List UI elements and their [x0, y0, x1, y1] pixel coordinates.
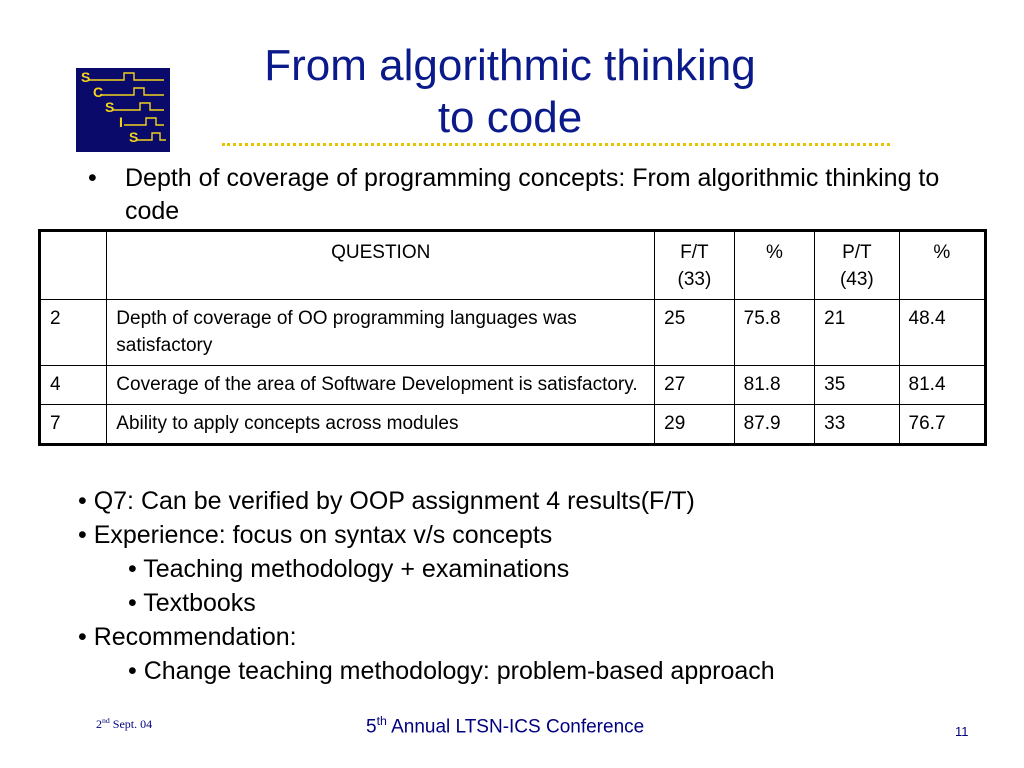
- logo-letter: C: [93, 84, 104, 100]
- table-row: [40, 300, 986, 366]
- footer-conference: [366, 714, 644, 738]
- notes-list: [78, 484, 978, 688]
- conf-number: 5: [366, 716, 377, 738]
- date-day: 2: [96, 717, 102, 731]
- logo-letter: S: [81, 69, 91, 85]
- title-line-2: to code: [437, 93, 583, 142]
- header-index: [40, 231, 107, 300]
- scsis-logo-graphic: [76, 68, 170, 152]
- table-row: [40, 366, 986, 405]
- note-subitem: • Change teaching methodology: problem-based approach: [128, 657, 775, 685]
- table-row: [40, 405, 986, 445]
- row-percent-pt: 76.7: [899, 405, 985, 445]
- header-question: QUESTION: [107, 231, 655, 300]
- scsis-logo: [76, 68, 170, 152]
- date-ordinal: nd: [102, 716, 110, 725]
- slide-number: 11: [955, 724, 969, 739]
- table-header-row: [40, 231, 986, 300]
- row-pt: 35: [815, 366, 899, 405]
- logo-letter: S: [105, 99, 115, 115]
- title-line-1: From algorithmic thinking: [264, 41, 756, 90]
- header-pt: [815, 231, 899, 300]
- footer-date: [96, 716, 152, 732]
- row-question: Ability to apply concepts across modules: [107, 405, 655, 445]
- slide-title: [190, 40, 830, 144]
- row-percent-ft: 75.8: [734, 300, 815, 366]
- row-percent-ft: 81.8: [734, 366, 815, 405]
- intro-text: Depth of coverage of programming concepts: From algorithmic thinking to code: [125, 164, 940, 225]
- row-percent-ft: 87.9: [734, 405, 815, 445]
- header-ft-count: (33): [677, 269, 712, 290]
- row-ft: 25: [655, 300, 734, 366]
- row-percent-pt: 48.4: [899, 300, 985, 366]
- conf-ordinal: th: [376, 714, 387, 728]
- title-divider: [222, 143, 890, 146]
- note-subitem: • Textbooks: [128, 589, 256, 617]
- row-index: 4: [40, 366, 107, 405]
- header-percent-ft: %: [734, 231, 815, 300]
- row-ft: 27: [655, 366, 734, 405]
- header-ft-label: F/T: [680, 242, 709, 263]
- survey-table: [38, 229, 987, 446]
- note-subitem: • Teaching methodology + examinations: [128, 555, 570, 583]
- note-item: • Recommendation:: [78, 623, 297, 651]
- logo-letter: I: [119, 114, 123, 130]
- row-percent-pt: 81.4: [899, 366, 985, 405]
- row-pt: 33: [815, 405, 899, 445]
- conf-rest: Annual LTSN-ICS Conference: [386, 716, 645, 738]
- row-pt: 21: [815, 300, 899, 366]
- header-pt-label: P/T: [842, 242, 872, 263]
- row-question: Coverage of the area of Software Development is satisfactory.: [107, 366, 655, 405]
- bullet-glyph: •: [88, 164, 97, 192]
- intro-bullet: [88, 162, 968, 228]
- row-ft: 29: [655, 405, 734, 445]
- note-item: • Q7: Can be verified by OOP assignment 4 results(F/T): [78, 487, 695, 515]
- date-rest: Sept. 04: [109, 717, 153, 731]
- header-ft: [655, 231, 734, 300]
- row-index: 7: [40, 405, 107, 445]
- note-item: • Experience: focus on syntax v/s concepts: [78, 521, 553, 549]
- header-percent-pt: %: [899, 231, 985, 300]
- row-index: 2: [40, 300, 107, 366]
- row-question: Depth of coverage of OO programming languages was satisfactory: [107, 300, 655, 366]
- header-pt-count: (43): [839, 269, 874, 290]
- logo-letter: S: [129, 129, 139, 145]
